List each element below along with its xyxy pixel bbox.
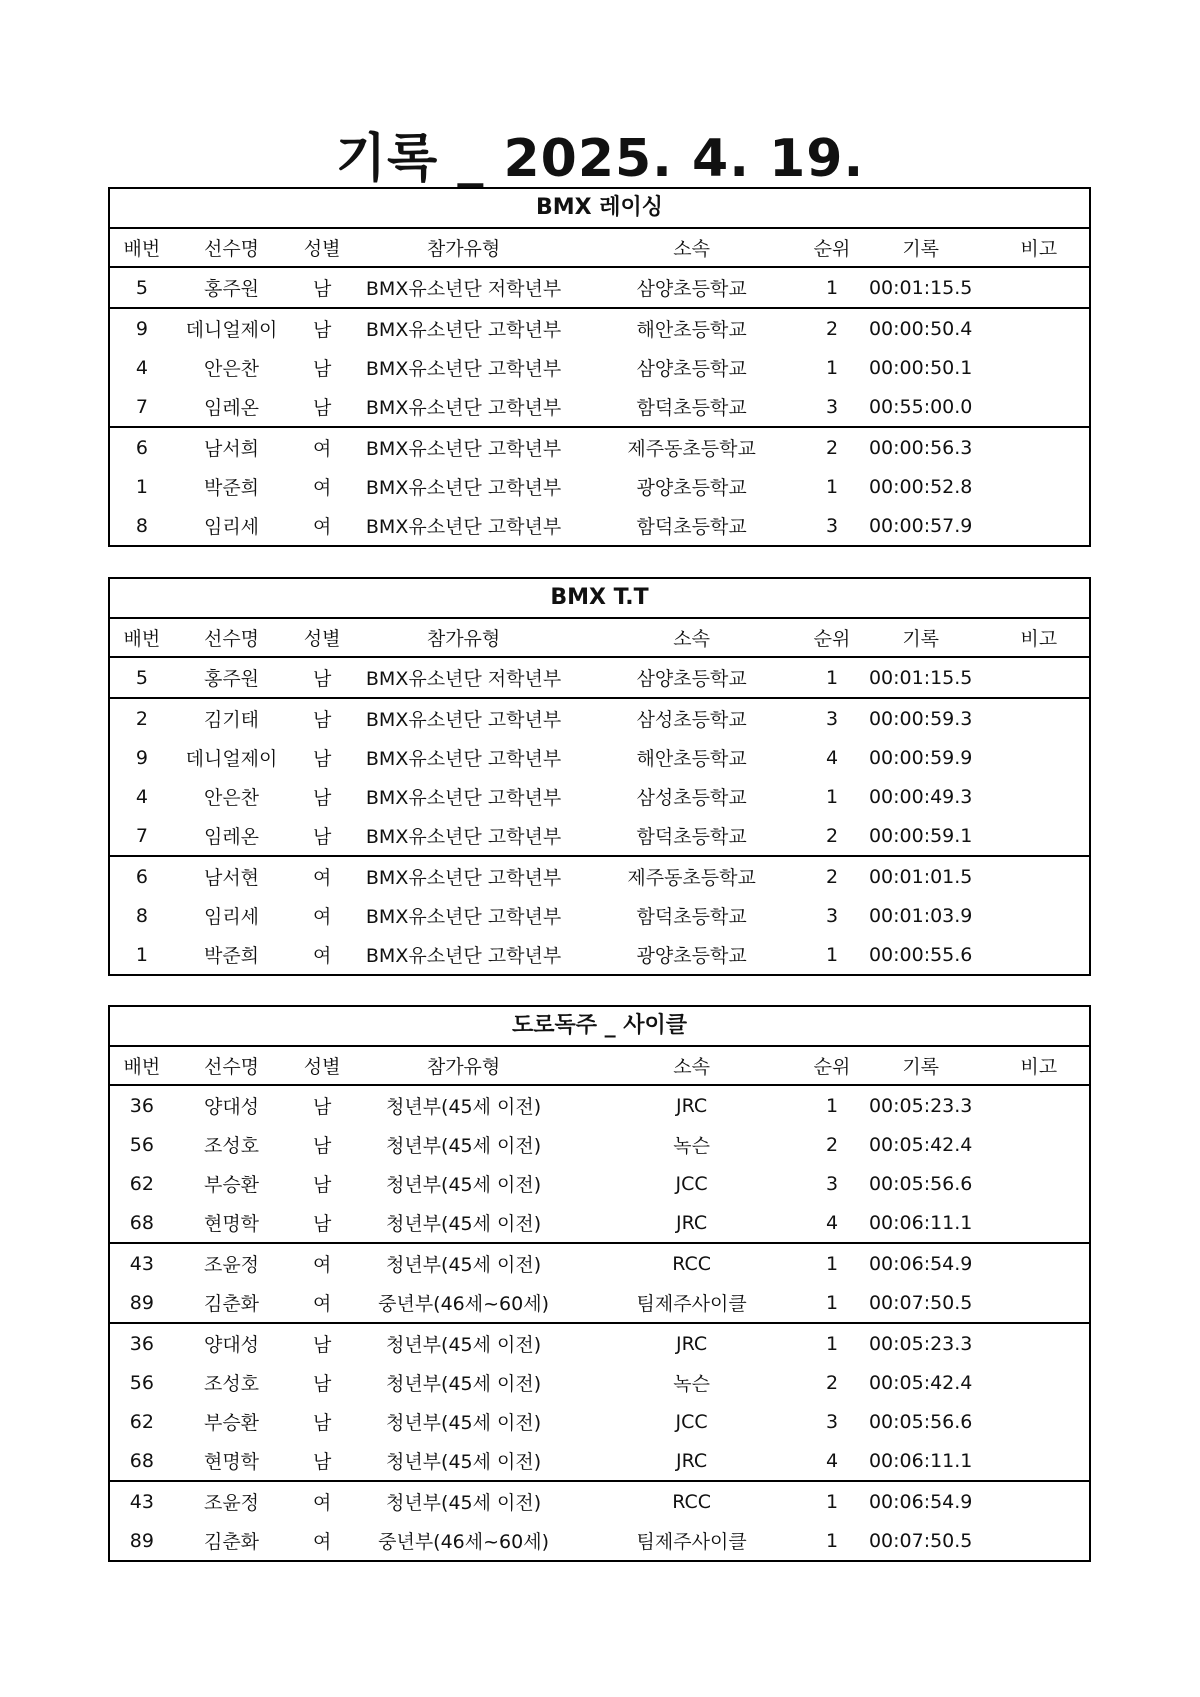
table-row xyxy=(110,387,1089,426)
cell-athlete-name: 임레온 xyxy=(203,397,260,419)
cell-bib: 36 xyxy=(129,1094,154,1117)
table-row xyxy=(110,699,1089,738)
cell-category: BMX유소년단 고학년부 xyxy=(365,945,562,967)
cell-affiliation: 녹슨 xyxy=(673,1135,710,1157)
cell-category: 청년부(45세 이전) xyxy=(385,1096,542,1118)
header-record: 기록 xyxy=(902,628,940,650)
cell-bib: 6 xyxy=(135,865,148,888)
cell-bib: 89 xyxy=(129,1291,154,1314)
cell-athlete-name: 부승환 xyxy=(203,1174,260,1196)
cell-affiliation: JRC xyxy=(676,1094,708,1117)
table-bmx-racing xyxy=(108,187,1091,547)
cell-athlete-name: 남서현 xyxy=(203,867,260,889)
cell-affiliation: 삼양초등학교 xyxy=(636,668,747,690)
cell-gender: 남 xyxy=(312,358,332,380)
cell-record: 00:01:01.5 xyxy=(868,865,973,888)
header-rank: 순위 xyxy=(813,238,851,260)
cell-bib: 7 xyxy=(135,824,148,847)
cell-category: BMX유소년단 고학년부 xyxy=(365,906,562,928)
cell-gender: 남 xyxy=(312,1373,332,1395)
cell-affiliation: 삼양초등학교 xyxy=(636,358,747,380)
cell-bib: 89 xyxy=(129,1529,154,1552)
row-group xyxy=(110,1482,1089,1560)
cell-record: 00:00:57.9 xyxy=(868,514,973,537)
row-group xyxy=(110,1086,1089,1244)
cell-rank: 4 xyxy=(825,746,839,769)
cell-rank: 1 xyxy=(825,276,839,299)
cell-athlete-name: 안은찬 xyxy=(203,358,260,380)
cell-affiliation: JRC xyxy=(676,1211,708,1234)
header-bib: 배번 xyxy=(123,628,161,650)
table-row xyxy=(110,816,1089,855)
cell-athlete-name: 양대성 xyxy=(203,1334,260,1356)
table-row xyxy=(110,268,1089,307)
cell-record: 00:01:15.5 xyxy=(868,666,973,689)
table-row xyxy=(110,1283,1089,1322)
cell-athlete-name: 남서희 xyxy=(203,438,260,460)
cell-record: 00:06:11.1 xyxy=(868,1449,973,1472)
cell-bib: 62 xyxy=(129,1410,154,1433)
header-category: 참가유형 xyxy=(426,628,501,650)
table-title: BMX T.T xyxy=(110,579,1089,619)
cell-athlete-name: 김춘화 xyxy=(203,1293,260,1315)
cell-athlete-name: 데니얼제이 xyxy=(185,748,278,770)
cell-athlete-name: 박준희 xyxy=(203,477,260,499)
cell-bib: 1 xyxy=(135,943,148,966)
table-row xyxy=(110,1482,1089,1521)
table-title: BMX 레이싱 xyxy=(110,189,1089,229)
cell-gender: 남 xyxy=(312,748,332,770)
cell-gender: 남 xyxy=(312,1096,332,1118)
cell-athlete-name: 양대성 xyxy=(203,1096,260,1118)
cell-athlete-name: 조윤정 xyxy=(203,1492,260,1514)
table-row xyxy=(110,1164,1089,1203)
header-affiliation: 소속 xyxy=(673,1056,710,1078)
cell-category: BMX유소년단 고학년부 xyxy=(365,477,562,499)
row-group xyxy=(110,1244,1089,1324)
cell-category: 중년부(46세~60세) xyxy=(378,1293,549,1315)
cell-rank: 1 xyxy=(825,943,839,966)
cell-bib: 4 xyxy=(135,785,148,808)
cell-rank: 1 xyxy=(825,1332,839,1355)
cell-category: 청년부(45세 이전) xyxy=(385,1213,542,1235)
cell-bib: 56 xyxy=(129,1371,154,1394)
cell-affiliation: JRC xyxy=(676,1332,708,1355)
cell-affiliation: 제주동초등학교 xyxy=(627,438,756,460)
cell-affiliation: 녹슨 xyxy=(673,1373,710,1395)
cell-athlete-name: 조성호 xyxy=(203,1373,260,1395)
cell-record: 00:05:56.6 xyxy=(868,1410,973,1433)
cell-affiliation: JRC xyxy=(676,1449,708,1472)
cell-category: 청년부(45세 이전) xyxy=(385,1254,542,1276)
cell-athlete-name: 현명학 xyxy=(203,1451,260,1473)
cell-gender: 남 xyxy=(312,1174,332,1196)
cell-category: 청년부(45세 이전) xyxy=(385,1412,542,1434)
cell-affiliation: 광양초등학교 xyxy=(636,945,747,967)
header-bib: 배번 xyxy=(123,238,161,260)
cell-bib: 62 xyxy=(129,1172,154,1195)
table-row xyxy=(110,1363,1089,1402)
cell-category: BMX유소년단 고학년부 xyxy=(365,397,562,419)
cell-gender: 여 xyxy=(312,477,332,499)
header-gender: 성별 xyxy=(303,238,341,260)
page-title: 기록 _ 2025. 4. 19. xyxy=(335,129,865,189)
row-group xyxy=(110,268,1089,309)
cell-bib: 2 xyxy=(135,707,148,730)
cell-bib: 36 xyxy=(129,1332,154,1355)
cell-affiliation: 팀제주사이클 xyxy=(636,1293,747,1315)
cell-gender: 여 xyxy=(312,1531,332,1553)
cell-category: 청년부(45세 이전) xyxy=(385,1373,542,1395)
cell-record: 00:06:54.9 xyxy=(868,1490,973,1513)
cell-rank: 1 xyxy=(825,1252,839,1275)
cell-category: 청년부(45세 이전) xyxy=(385,1492,542,1514)
table-row xyxy=(110,309,1089,348)
table-row xyxy=(110,1521,1089,1560)
cell-rank: 4 xyxy=(825,1211,839,1234)
cell-rank: 3 xyxy=(825,904,839,927)
cell-record: 00:00:59.1 xyxy=(868,824,973,847)
cell-gender: 남 xyxy=(312,1213,332,1235)
cell-athlete-name: 임리세 xyxy=(203,906,260,928)
cell-category: 청년부(45세 이전) xyxy=(385,1334,542,1356)
row-group xyxy=(110,699,1089,857)
cell-rank: 1 xyxy=(825,666,839,689)
cell-category: BMX유소년단 저학년부 xyxy=(365,668,562,690)
cell-gender: 남 xyxy=(312,668,332,690)
table-header-row xyxy=(110,619,1089,658)
table-road-time-trial xyxy=(108,1005,1091,1562)
cell-rank: 1 xyxy=(825,785,839,808)
cell-record: 00:07:50.5 xyxy=(868,1291,973,1314)
cell-record: 00:00:59.3 xyxy=(868,707,973,730)
cell-record: 00:06:11.1 xyxy=(868,1211,973,1234)
cell-record: 00:00:59.9 xyxy=(868,746,973,769)
cell-bib: 9 xyxy=(135,317,148,340)
cell-athlete-name: 김기태 xyxy=(203,709,260,731)
table-row xyxy=(110,428,1089,467)
cell-record: 00:06:54.9 xyxy=(868,1252,973,1275)
table-row xyxy=(110,738,1089,777)
header-affiliation: 소속 xyxy=(673,238,710,260)
header-rank: 순위 xyxy=(813,628,851,650)
header-athlete-name: 선수명 xyxy=(203,1056,260,1078)
cell-gender: 여 xyxy=(312,1293,332,1315)
header-note: 비고 xyxy=(1020,628,1058,650)
cell-athlete-name: 현명학 xyxy=(203,1213,260,1235)
cell-bib: 43 xyxy=(129,1490,154,1513)
header-gender: 성별 xyxy=(303,628,341,650)
cell-record: 00:00:50.4 xyxy=(868,317,973,340)
cell-bib: 1 xyxy=(135,475,148,498)
cell-record: 00:00:56.3 xyxy=(868,436,973,459)
table-row xyxy=(110,1125,1089,1164)
cell-affiliation: 삼성초등학교 xyxy=(636,709,747,731)
cell-rank: 3 xyxy=(825,395,839,418)
cell-affiliation: 함덕초등학교 xyxy=(636,906,747,928)
header-record: 기록 xyxy=(902,238,940,260)
table-row xyxy=(110,348,1089,387)
cell-affiliation: JCC xyxy=(675,1410,708,1433)
cell-gender: 남 xyxy=(312,278,332,300)
cell-category: 청년부(45세 이전) xyxy=(385,1174,542,1196)
cell-category: BMX유소년단 저학년부 xyxy=(365,278,562,300)
cell-category: BMX유소년단 고학년부 xyxy=(365,358,562,380)
header-category: 참가유형 xyxy=(426,1056,501,1078)
cell-affiliation: 삼성초등학교 xyxy=(636,787,747,809)
cell-athlete-name: 조성호 xyxy=(203,1135,260,1157)
row-group xyxy=(110,428,1089,545)
header-athlete-name: 선수명 xyxy=(203,238,260,260)
cell-bib: 68 xyxy=(129,1211,154,1234)
cell-category: BMX유소년단 고학년부 xyxy=(365,826,562,848)
table-header-row xyxy=(110,229,1089,268)
header-record: 기록 xyxy=(902,1056,940,1078)
cell-record: 00:01:15.5 xyxy=(868,276,973,299)
header-category: 참가유형 xyxy=(426,238,501,260)
table-row xyxy=(110,896,1089,935)
table-row xyxy=(110,1086,1089,1125)
cell-category: BMX유소년단 고학년부 xyxy=(365,748,562,770)
table-row xyxy=(110,1402,1089,1441)
cell-athlete-name: 임리세 xyxy=(203,516,260,538)
cell-bib: 68 xyxy=(129,1449,154,1472)
cell-rank: 2 xyxy=(825,824,839,847)
cell-gender: 여 xyxy=(312,1492,332,1514)
cell-rank: 1 xyxy=(825,1529,839,1552)
cell-gender: 여 xyxy=(312,438,332,460)
cell-record: 00:00:50.1 xyxy=(868,356,973,379)
cell-rank: 2 xyxy=(825,1371,839,1394)
cell-rank: 1 xyxy=(825,356,839,379)
cell-affiliation: 삼양초등학교 xyxy=(636,278,747,300)
cell-bib: 4 xyxy=(135,356,148,379)
cell-record: 00:05:23.3 xyxy=(868,1094,973,1117)
cell-gender: 남 xyxy=(312,1135,332,1157)
table-row xyxy=(110,777,1089,816)
cell-category: 중년부(46세~60세) xyxy=(378,1531,549,1553)
header-affiliation: 소속 xyxy=(673,628,710,650)
cell-category: BMX유소년단 고학년부 xyxy=(365,709,562,731)
cell-athlete-name: 안은찬 xyxy=(203,787,260,809)
row-group xyxy=(110,1324,1089,1482)
cell-rank: 2 xyxy=(825,865,839,888)
cell-gender: 남 xyxy=(312,787,332,809)
cell-category: 청년부(45세 이전) xyxy=(385,1451,542,1473)
cell-gender: 남 xyxy=(312,709,332,731)
table-row xyxy=(110,857,1089,896)
table-bmx-tt xyxy=(108,577,1091,976)
cell-bib: 7 xyxy=(135,395,148,418)
table-row xyxy=(110,1324,1089,1363)
cell-record: 00:55:00.0 xyxy=(868,395,973,418)
cell-category: BMX유소년단 고학년부 xyxy=(365,319,562,341)
cell-affiliation: 광양초등학교 xyxy=(636,477,747,499)
cell-rank: 3 xyxy=(825,514,839,537)
cell-record: 00:05:42.4 xyxy=(868,1371,973,1394)
cell-record: 00:05:56.6 xyxy=(868,1172,973,1195)
cell-category: BMX유소년단 고학년부 xyxy=(365,787,562,809)
cell-athlete-name: 조윤정 xyxy=(203,1254,260,1276)
cell-bib: 5 xyxy=(135,276,148,299)
cell-rank: 2 xyxy=(825,436,839,459)
cell-athlete-name: 임레온 xyxy=(203,826,260,848)
cell-affiliation: 함덕초등학교 xyxy=(636,826,747,848)
cell-affiliation: 해안초등학교 xyxy=(636,748,747,770)
header-athlete-name: 선수명 xyxy=(203,628,260,650)
table-row xyxy=(110,1244,1089,1283)
cell-gender: 여 xyxy=(312,906,332,928)
cell-bib: 5 xyxy=(135,666,148,689)
cell-record: 00:07:50.5 xyxy=(868,1529,973,1552)
cell-rank: 3 xyxy=(825,1172,839,1195)
cell-category: 청년부(45세 이전) xyxy=(385,1135,542,1157)
row-group xyxy=(110,309,1089,428)
cell-athlete-name: 홍주원 xyxy=(203,668,260,690)
cell-bib: 8 xyxy=(135,514,148,537)
cell-category: BMX유소년단 고학년부 xyxy=(365,438,562,460)
table-title: 도로독주 _ 사이클 xyxy=(110,1007,1089,1047)
cell-record: 00:05:23.3 xyxy=(868,1332,973,1355)
table-row xyxy=(110,658,1089,697)
table-row xyxy=(110,467,1089,506)
header-gender: 성별 xyxy=(303,1056,341,1078)
cell-athlete-name: 부승환 xyxy=(203,1412,260,1434)
cell-bib: 56 xyxy=(129,1133,154,1156)
cell-rank: 3 xyxy=(825,707,839,730)
row-group xyxy=(110,857,1089,974)
cell-bib: 8 xyxy=(135,904,148,927)
cell-gender: 여 xyxy=(312,516,332,538)
table-row xyxy=(110,1203,1089,1242)
cell-bib: 43 xyxy=(129,1252,154,1275)
header-rank: 순위 xyxy=(813,1056,851,1078)
cell-gender: 여 xyxy=(312,1254,332,1276)
row-group xyxy=(110,658,1089,699)
cell-athlete-name: 데니얼제이 xyxy=(185,319,278,341)
cell-record: 00:05:42.4 xyxy=(868,1133,973,1156)
cell-gender: 남 xyxy=(312,826,332,848)
cell-rank: 1 xyxy=(825,1291,839,1314)
cell-rank: 2 xyxy=(825,1133,839,1156)
header-bib: 배번 xyxy=(123,1056,161,1078)
cell-category: BMX유소년단 고학년부 xyxy=(365,867,562,889)
cell-gender: 여 xyxy=(312,867,332,889)
cell-bib: 9 xyxy=(135,746,148,769)
cell-rank: 4 xyxy=(825,1449,839,1472)
cell-gender: 여 xyxy=(312,945,332,967)
cell-affiliation: JCC xyxy=(675,1172,708,1195)
cell-affiliation: 함덕초등학교 xyxy=(636,516,747,538)
header-note: 비고 xyxy=(1020,1056,1058,1078)
header-note: 비고 xyxy=(1020,238,1058,260)
cell-rank: 1 xyxy=(825,1094,839,1117)
cell-record: 00:00:55.6 xyxy=(868,943,973,966)
cell-gender: 남 xyxy=(312,1412,332,1434)
cell-affiliation: 함덕초등학교 xyxy=(636,397,747,419)
cell-affiliation: RCC xyxy=(672,1490,712,1513)
table-row xyxy=(110,1441,1089,1480)
cell-affiliation: 팀제주사이클 xyxy=(636,1531,747,1553)
cell-athlete-name: 홍주원 xyxy=(203,278,260,300)
table-row xyxy=(110,506,1089,545)
cell-gender: 남 xyxy=(312,1334,332,1356)
cell-affiliation: 제주동초등학교 xyxy=(627,867,756,889)
cell-rank: 1 xyxy=(825,475,839,498)
cell-athlete-name: 김춘화 xyxy=(203,1531,260,1553)
table-header-row xyxy=(110,1047,1089,1086)
cell-athlete-name: 박준희 xyxy=(203,945,260,967)
cell-record: 00:00:49.3 xyxy=(868,785,973,808)
cell-gender: 남 xyxy=(312,397,332,419)
cell-gender: 남 xyxy=(312,319,332,341)
cell-record: 00:01:03.9 xyxy=(868,904,973,927)
cell-bib: 6 xyxy=(135,436,148,459)
table-row xyxy=(110,935,1089,974)
cell-rank: 3 xyxy=(825,1410,839,1433)
cell-affiliation: RCC xyxy=(672,1252,712,1275)
cell-rank: 1 xyxy=(825,1490,839,1513)
cell-category: BMX유소년단 고학년부 xyxy=(365,516,562,538)
cell-affiliation: 해안초등학교 xyxy=(636,319,747,341)
cell-record: 00:00:52.8 xyxy=(868,475,973,498)
cell-gender: 남 xyxy=(312,1451,332,1473)
cell-rank: 2 xyxy=(825,317,839,340)
